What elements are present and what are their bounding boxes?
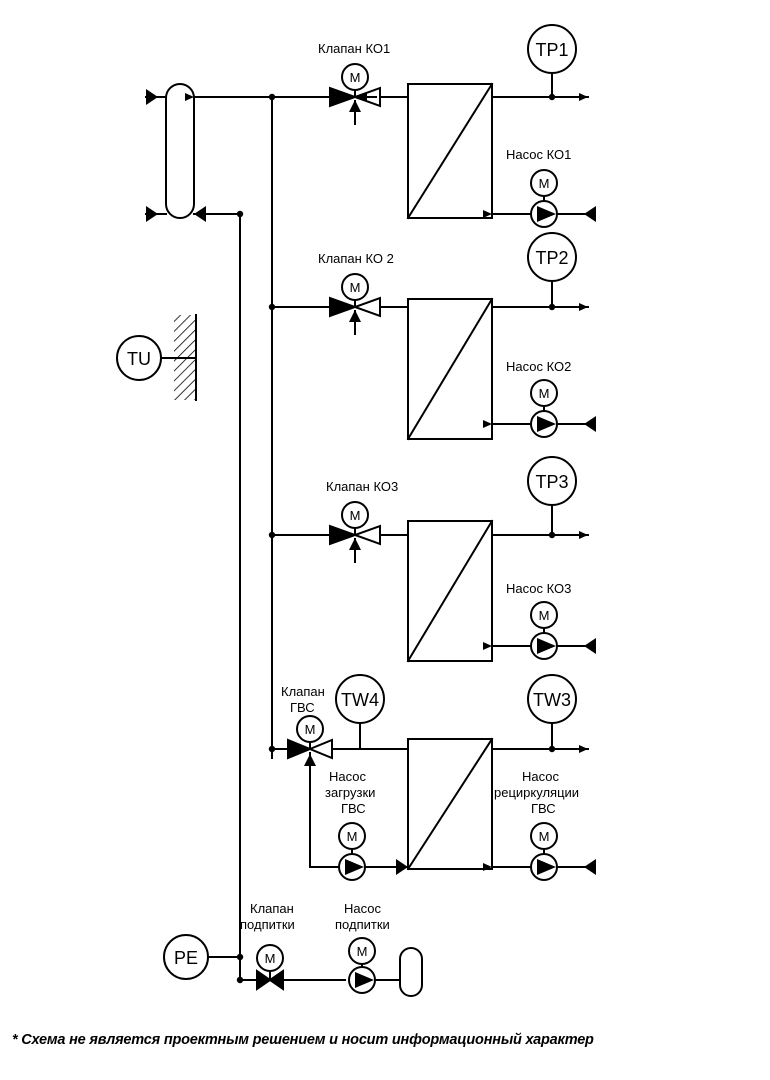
sensor-tw4[interactable] bbox=[336, 675, 384, 749]
valve-podpitki-label-line1: Клапан bbox=[250, 901, 294, 916]
valve-podpitki-label-line2: подпитки bbox=[240, 917, 295, 932]
sensor-tw4-label: TW4 bbox=[341, 690, 379, 710]
valve-ko2-label: Клапан КО 2 bbox=[318, 251, 394, 266]
valve-gvs-label-line2: ГВС bbox=[290, 700, 315, 715]
pump-gvs-recirc-label-line2: рециркуляции bbox=[494, 785, 580, 800]
gvs-supply bbox=[492, 718, 588, 749]
sensor-tp1-label: TP1 bbox=[535, 40, 569, 60]
pump-gvs-load-label-line2: загрузки bbox=[325, 785, 376, 800]
valve-gvs-label-line1: Клапан bbox=[281, 684, 325, 699]
sensor-tu-label: TU bbox=[127, 349, 151, 369]
sensor-pe-label: PE bbox=[173, 948, 199, 968]
secondary-supply-2 bbox=[492, 281, 588, 307]
pump-gvs-load-motor-icon: M bbox=[346, 829, 358, 844]
expansion-tank bbox=[400, 948, 422, 996]
pump-podpitki-motor-icon: M bbox=[356, 944, 368, 959]
diagram-footnote: * Схема не является проектным решением и носит информационный характер bbox=[12, 1032, 594, 1048]
pump-ko3-motor-icon: M bbox=[538, 608, 550, 623]
pump-podpitki-label-line2: подпитки bbox=[335, 917, 390, 932]
valve-ko1-label: Клапан КО1 bbox=[318, 41, 391, 56]
valve-ko3-actuator-stem bbox=[349, 538, 361, 562]
secondary-supply-3 bbox=[492, 501, 588, 535]
pump-gvs-recirc-label-line1: Насос bbox=[522, 769, 559, 784]
pump-podpitki-label-line1: Насос bbox=[344, 901, 381, 916]
pump-ko1-label: Насос КО1 bbox=[506, 147, 572, 162]
valve-gvs-motor-icon: M bbox=[304, 722, 316, 737]
pipe-junctions bbox=[237, 94, 555, 983]
heat-exchanger-3 bbox=[408, 521, 492, 661]
sensor-tp2-label: TP2 bbox=[535, 248, 569, 268]
pump-gvs-recirc-label-line3: ГВС bbox=[531, 801, 556, 816]
pump-ko2-label: Насос КО2 bbox=[506, 359, 572, 374]
valve-podpitki-motor-icon: M bbox=[264, 951, 276, 966]
pump-gvs-load-label-line3: ГВС bbox=[341, 801, 366, 816]
pump-ko1-motor-icon: M bbox=[538, 176, 550, 191]
heat-exchanger-2 bbox=[408, 299, 492, 439]
valve-ko1-motor-icon: M bbox=[349, 70, 361, 85]
pump-gvs-recirc-motor-icon: M bbox=[538, 829, 550, 844]
sensor-tw3-label: TW3 bbox=[533, 690, 571, 710]
heat-exchanger-1 bbox=[408, 84, 492, 218]
pump-ko3-label: Насос КО3 bbox=[506, 581, 572, 596]
valve-ko2-motor-icon: M bbox=[349, 280, 361, 295]
separator-vessel bbox=[166, 84, 194, 218]
heat-exchanger-gvs bbox=[408, 739, 492, 869]
valve-ko1-actuator-stem bbox=[349, 100, 361, 124]
valve-ko3-motor-icon: M bbox=[349, 508, 361, 523]
valve-gvs-actuator-stem bbox=[304, 753, 316, 780]
valve-ko3-label: Клапан КО3 bbox=[326, 479, 399, 494]
valve-ko2-actuator-stem bbox=[349, 310, 361, 334]
pump-ko2-motor-icon: M bbox=[538, 386, 550, 401]
tu-wall-symbol bbox=[160, 315, 196, 400]
pump-gvs-load-label-line1: Насос bbox=[329, 769, 366, 784]
sensor-tp3-label: TP3 bbox=[535, 472, 569, 492]
